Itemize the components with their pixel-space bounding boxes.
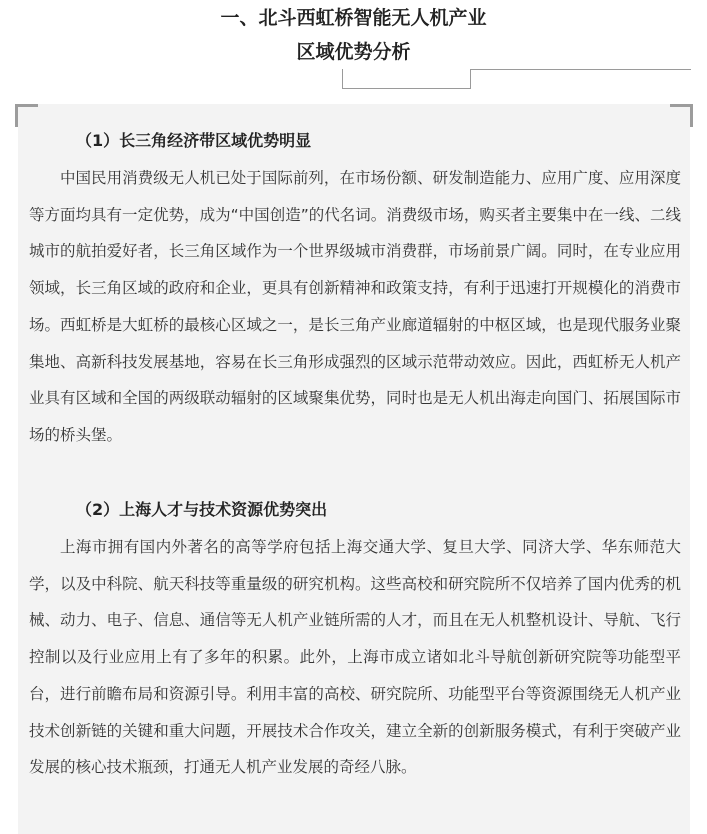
section-paragraph-regional-advantage: 中国民用消费级无人机已处于国际前列，在市场份额、研发制造能力、应用广度、应用深度等方面均具有一定优势，成为“中国创造”的代名词。消费级市场，购买者主要集中在一线、二线城市的航拍爱好者，长三角区域作为一个世界级城市消费群，市场前景广阔。同时，在专业应用领域，长三角区域的政府和企业，更具有创新精神和政策支持，有利于迅速打开规模化的消费市场。西虹桥是大虹桥的最核心区域之一，是长三角产业廊道辐射的中枢区域，也是现代服务业聚集地、高新科技发展基地，容易在长三角形成强烈的区域示范带动效应。因此，西虹桥无人机产业具有区域和全国的两级联动辐射的区域聚集优势，同时也是无人机出海走向国门、拓展国际市场的桥头堡。 — [29, 169, 681, 444]
title-decoration-right-line — [470, 69, 471, 89]
section-heading-regional-advantage: （1）长三角经济带区域优势明显 — [76, 131, 312, 150]
title-decoration-top-line — [470, 69, 691, 70]
page-title-line-2: 区域优势分析 — [296, 41, 411, 63]
section-paragraph-talent-advantage: 上海市拥有国内外著名的高等学府包括上海交通大学、复旦大学、同济大学、华东师范大学，以及中科院、航天科技等重量级的研究机构。这些高校和研究院所不仅培养了国内优秀的机械、动力、电子、信息、通信等无人机产业链所需的人才，而且在无人机整机设计、导航、飞行控制以及行业应用上有了多年的积累。此外，上海市成立诸如北斗导航创新研究院等功能型平台，进行前瞻布局和资源引导。利用丰富的高校、研究院所、功能型平台等资源围绕无人机产业技术创新链的关键和重大问题，开展技术合作攻关，建立全新的创新服务模式，有利于突破产业发展的核心技术瓶颈，打通无人机产业发展的奇经八脉。 — [29, 538, 681, 777]
title-decoration-left-line — [342, 69, 343, 88]
section-heading-talent-advantage: （2）上海人才与技术资源优势突出 — [76, 500, 328, 519]
panel-corner-top-right — [670, 104, 693, 127]
page-title-line-1: 一、北斗西虹桥智能无人机产业 — [220, 7, 487, 29]
title-decoration-bottom-line — [342, 88, 471, 89]
panel-corner-top-left — [15, 104, 38, 127]
